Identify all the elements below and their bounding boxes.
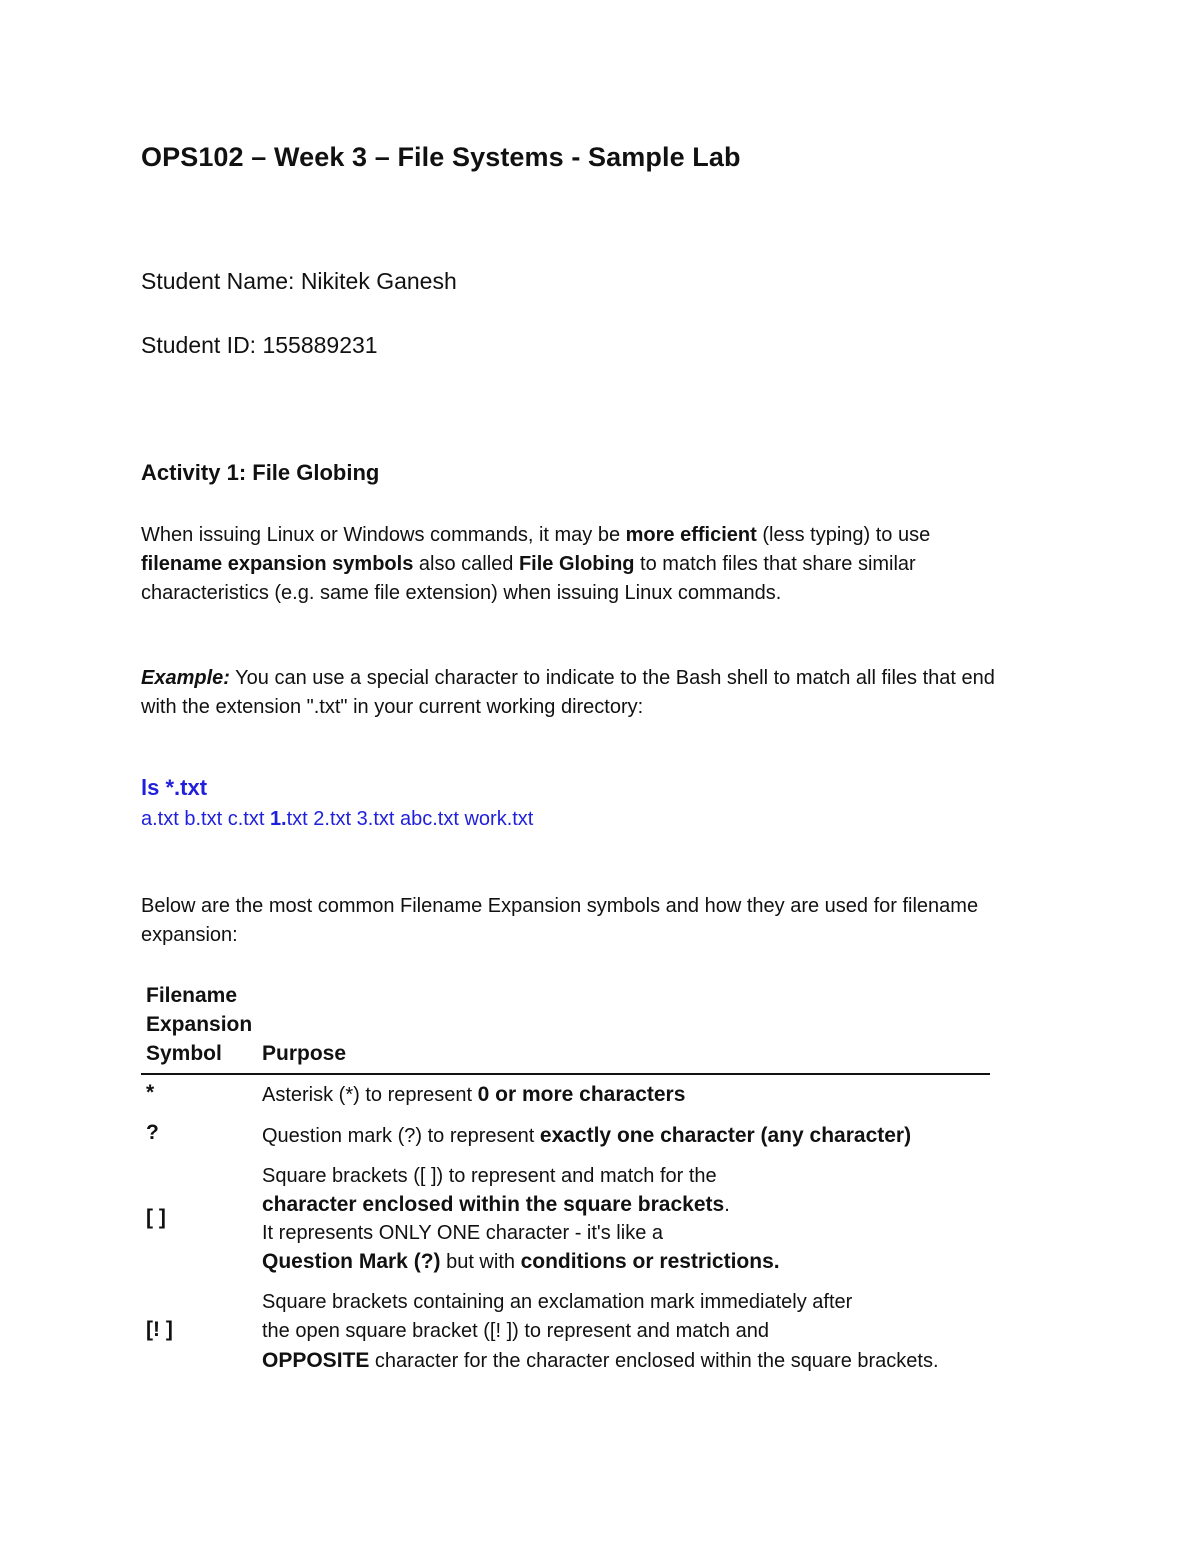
intro-line-3: characteristics (e.g. same file extension) when issuing Linux commands. [141,582,782,604]
below-line-2: expansion: [141,924,238,946]
command-output [141,808,533,831]
command-output-text: a.txt b.txt c.txt [141,808,270,830]
purpose-text: but with [440,1251,521,1273]
command-output-text: 1. [269,808,287,830]
example-line-1 [141,664,995,693]
intro-text: When issuing Linux or Windows commands, it may be [141,524,626,546]
table-row-symbol: * [146,1081,155,1104]
purpose-text: Asterisk (*) to represent [262,1084,478,1106]
table-row-purpose [262,1080,685,1110]
purpose-emphasis: 0 or more characters [477,1083,686,1106]
table-header-rule [141,1073,990,1075]
intro-line-1 [141,521,930,550]
purpose-text: character for the character enclosed within the square brackets. [369,1350,939,1372]
table-row-symbol: ? [146,1121,159,1144]
student-name-line [141,268,457,295]
table-row-purpose-line-2: the open square bracket ([! ]) to represent and match and [262,1320,769,1342]
table-header-symbol-line-3: Symbol [146,1042,222,1065]
table-row-purpose-line-2 [262,1190,730,1220]
table-row-purpose-line-3 [262,1346,939,1376]
table-header-symbol-line-2: Expansion [146,1013,253,1036]
table-row-purpose-line-3: It represents ONLY ONE character - it's like a [262,1222,663,1244]
example-line-2: with the extension ".txt" in your current working directory: [141,696,644,718]
intro-line-2 [141,550,916,579]
page-title: OPS102 – Week 3 – File Systems - Sample Lab [141,142,741,172]
student-name-label: Student Name: [141,268,301,294]
intro-emphasis: filename expansion symbols [141,553,414,575]
intro-emphasis: File Globing [518,553,635,575]
purpose-emphasis: exactly one character (any character) [539,1124,912,1147]
student-id-line [141,332,378,359]
table-row-symbol: [! ] [146,1318,173,1341]
purpose-emphasis: Question Mark (?) [262,1250,441,1273]
intro-text: to match files that share similar [634,553,916,575]
purpose-emphasis: OPPOSITE [262,1349,370,1372]
table-row-purpose [262,1121,911,1151]
example-label: Example: [141,667,230,689]
command-output-text: txt 2.txt 3.txt abc.txt work.txt [286,808,534,830]
student-name-value: Nikitek Ganesh [300,268,457,294]
example-text: You can use a special character to indicate to the Bash shell to match all files that end [229,667,995,689]
purpose-emphasis: character enclosed within the square brackets [262,1193,725,1216]
activity-heading: Activity 1: File Globing [141,460,380,485]
command-example: ls *.txt [141,775,208,800]
below-line-1: Below are the most common Filename Expansion symbols and how they are used for filename [141,895,979,917]
table-row-purpose-line-1: Square brackets ([ ]) to represent and match for the [262,1165,717,1187]
table-header-purpose: Purpose [262,1042,347,1065]
student-id-value: 155889231 [262,332,378,358]
purpose-text: Question mark (?) to represent [262,1125,540,1147]
purpose-emphasis: conditions or restrictions. [520,1250,780,1273]
purpose-text: . [724,1194,730,1216]
table-row-purpose-line-4 [262,1247,780,1277]
intro-text: (less typing) to use [756,524,931,546]
table-header-symbol-line-1: Filename [146,984,238,1007]
student-id-label: Student ID: [141,332,263,358]
intro-text: also called [413,553,519,575]
table-row-purpose-line-1: Square brackets containing an exclamation mark immediately after [262,1291,853,1313]
intro-emphasis: more efficient [625,524,757,546]
table-row-symbol: [ ] [146,1206,166,1229]
